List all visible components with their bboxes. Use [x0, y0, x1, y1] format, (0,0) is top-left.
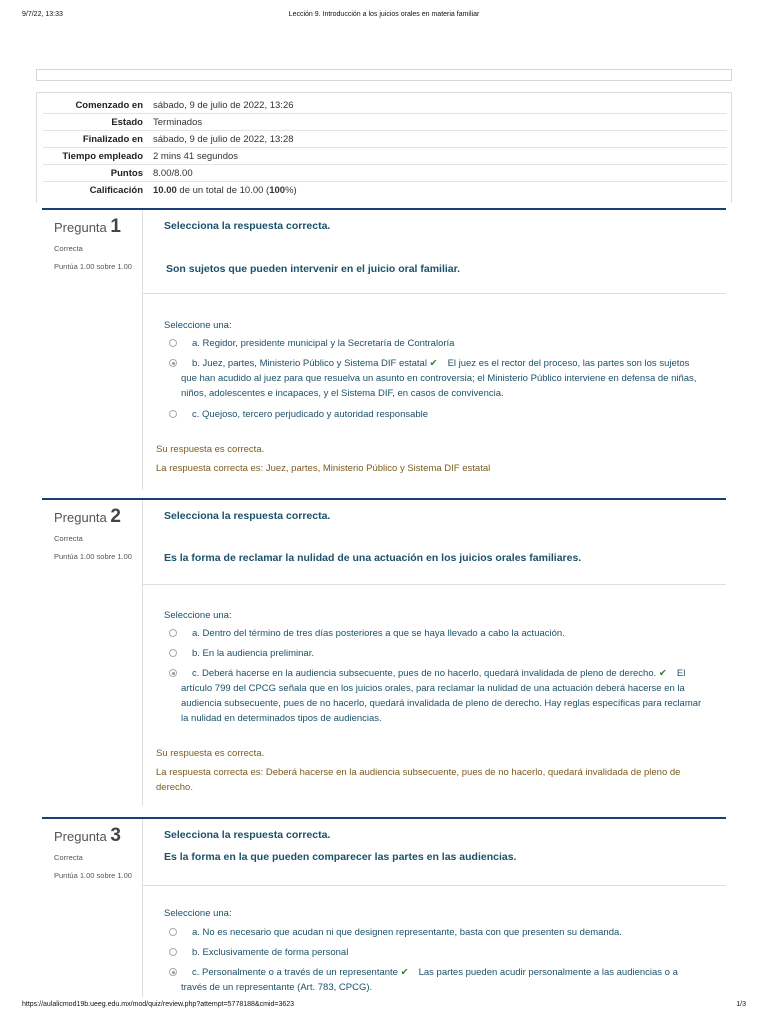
grade-percent: 100 — [269, 184, 286, 196]
general-feedback: Su respuesta es correcta. — [156, 748, 265, 759]
question-state: Correcta — [54, 534, 83, 543]
answer-option-selected[interactable] — [169, 666, 702, 726]
question-state: Correcta — [54, 244, 83, 253]
summary-value: sábado, 9 de julio de 2022, 13:26 — [148, 97, 727, 114]
answer-option[interactable] — [169, 646, 702, 661]
option-text: b. Juez, partes, Ministerio Público y Sistema DIF estatal — [192, 358, 427, 369]
question-instruction: Selecciona la respuesta correcta. — [164, 220, 331, 232]
radio-button-checked[interactable] — [169, 968, 177, 976]
option-body — [169, 666, 702, 726]
summary-value: 2 mins 41 segundos — [148, 148, 727, 165]
option-text: c. Personalmente o a través de un representante — [192, 967, 398, 978]
summary-label: Puntos — [43, 165, 148, 182]
question-1 — [42, 208, 726, 490]
answer-prompt: Seleccione una: — [164, 908, 232, 919]
option-feedback: El artículo 799 del CPCG señala que en los juicios orales, para reclamar la nulidad de una actuación deberá hacerse en la audiencia subsecuente, pues de no hacerlo, quedará invalidada de pleno de derecho. Hay reglas específicas para reclamar la nulidad en determinados tipos de audiencias. — [181, 668, 702, 724]
question-number — [54, 216, 121, 238]
print-date: 9/7/22, 13:33 — [22, 11, 63, 18]
answer-option[interactable] — [169, 336, 702, 351]
summary-row — [43, 148, 727, 165]
answer-option[interactable] — [169, 945, 702, 960]
grade-total: de un total de 10.00 ( — [176, 184, 270, 196]
answer-option[interactable] — [169, 407, 702, 422]
question-info — [42, 500, 143, 806]
summary-label: Finalizado en — [43, 131, 148, 148]
summary-label: Estado — [43, 114, 148, 131]
question-state: Correcta — [54, 853, 83, 862]
radio-button[interactable] — [169, 948, 177, 956]
question-stem: Es la forma en la que pueden comparecer las partes en las audiencias. — [164, 851, 517, 863]
check-icon: ✔ — [429, 358, 438, 369]
question-content — [143, 210, 726, 490]
radio-button[interactable] — [169, 649, 177, 657]
question-text-area — [143, 819, 726, 886]
question-text-area — [143, 500, 726, 585]
question-label: Pregunta — [54, 220, 107, 235]
radio-button[interactable] — [169, 339, 177, 347]
option-text: a. Dentro del término de tres días posteriores a que se haya llevado a cabo la actuación. — [192, 628, 565, 639]
print-url: https://aulalicmod19b.ueeg.edu.mx/mod/quiz/review.php?attempt=5778188&cmid=3623 — [22, 1001, 295, 1008]
question-2 — [42, 498, 726, 806]
radio-button[interactable] — [169, 629, 177, 637]
print-page-number: 1/3 — [736, 1001, 746, 1008]
right-answer: La respuesta correcta es: Juez, partes, Ministerio Público y Sistema DIF estatal — [156, 463, 491, 474]
answer-prompt: Seleccione una: — [164, 320, 232, 331]
question-stem: Es la forma de reclamar la nulidad de una actuación en los juicios orales familiares. — [164, 552, 582, 564]
answer-option-selected[interactable] — [169, 965, 702, 995]
question-grade: Puntúa 1.00 sobre 1.00 — [54, 262, 132, 271]
answer-option[interactable] — [169, 925, 702, 940]
summary-value-grade — [148, 182, 727, 199]
check-icon: ✔ — [658, 668, 667, 679]
question-grade: Puntúa 1.00 sobre 1.00 — [54, 871, 132, 880]
option-text: a. Regidor, presidente municipal y la Secretaría de Contraloría — [192, 338, 455, 349]
question-content — [143, 500, 726, 806]
option-text: a. No es necesario que acudan ni que designen representante, basta con que presenten su demanda. — [192, 927, 622, 938]
print-header — [22, 11, 746, 23]
radio-button-checked[interactable] — [169, 669, 177, 677]
summary-value: sábado, 9 de julio de 2022, 13:28 — [148, 131, 727, 148]
option-text: b. En la audiencia preliminar. — [192, 648, 314, 659]
question-label: Pregunta — [54, 510, 107, 525]
question-outcome — [156, 442, 702, 476]
question-number — [54, 825, 121, 847]
summary-row — [43, 97, 727, 114]
answer-option[interactable] — [169, 626, 702, 641]
radio-button[interactable] — [169, 928, 177, 936]
grade-value: 10.00 — [153, 184, 177, 196]
question-number-value: 2 — [110, 506, 121, 527]
question-3 — [42, 817, 726, 997]
grade-end: %) — [285, 184, 297, 196]
option-body — [169, 965, 702, 995]
summary-row — [43, 131, 727, 148]
question-grade: Puntúa 1.00 sobre 1.00 — [54, 552, 132, 561]
check-icon: ✔ — [400, 967, 409, 978]
question-info — [42, 210, 143, 490]
print-footer — [22, 1001, 746, 1013]
summary-label: Tiempo empleado — [43, 148, 148, 165]
question-text-area — [143, 210, 726, 294]
summary-value: Terminados — [148, 114, 727, 131]
summary-row — [43, 114, 727, 131]
question-info — [42, 819, 143, 997]
question-label: Pregunta — [54, 829, 107, 844]
summary-label: Calificación — [89, 184, 143, 196]
attempt-summary — [36, 92, 732, 203]
summary-row — [43, 165, 727, 182]
question-number — [54, 506, 121, 528]
question-number-value: 1 — [110, 216, 121, 237]
question-instruction: Selecciona la respuesta correcta. — [164, 510, 331, 522]
quiz-navigation-box — [36, 69, 732, 81]
option-body — [169, 356, 702, 401]
radio-button[interactable] — [169, 410, 177, 418]
summary-row — [43, 182, 727, 199]
answer-prompt: Seleccione una: — [164, 610, 232, 621]
option-text: c. Quejoso, tercero perjudicado y autoridad responsable — [192, 409, 429, 420]
question-instruction: Selecciona la respuesta correcta. — [164, 829, 331, 841]
question-number-value: 3 — [110, 825, 121, 846]
option-text: c. Deberá hacerse en la audiencia subsecuente, pues de no hacerlo, quedará invalidada de pleno de derecho. — [192, 668, 657, 679]
radio-button-checked[interactable] — [169, 359, 177, 367]
question-stem: Son sujetos que pueden intervenir en el juicio oral familiar. — [166, 263, 461, 275]
question-outcome — [156, 746, 702, 795]
option-text: b. Exclusivamente de forma personal — [192, 947, 349, 958]
answer-option-selected[interactable] — [169, 356, 702, 401]
general-feedback: Su respuesta es correcta. — [156, 444, 265, 455]
right-answer: La respuesta correcta es: Deberá hacerse en la audiencia subsecuente, pues de no hacerlo, quedará invalidada de pleno de derecho. — [156, 767, 681, 793]
option-feedback: Las partes pueden acudir personalmente a las audiencias o a través de un representante (Art. 783, CPCG). — [181, 967, 678, 993]
option-feedback: El juez es el rector del proceso, las partes son los sujetos que han acudido al juez para que resuelva un asunto en controversia; el Ministerio Público interviene en defensa de niñas, niños, adolescentes e incapaces, y el Sistema DIF, en casos de convivencia. — [181, 358, 697, 399]
print-title: Lección 9. Introducción a los juicios orales en materia familiar — [288, 11, 480, 18]
summary-label: Comenzado en — [43, 97, 148, 114]
question-content — [143, 819, 726, 997]
summary-value: 8.00/8.00 — [148, 165, 727, 182]
